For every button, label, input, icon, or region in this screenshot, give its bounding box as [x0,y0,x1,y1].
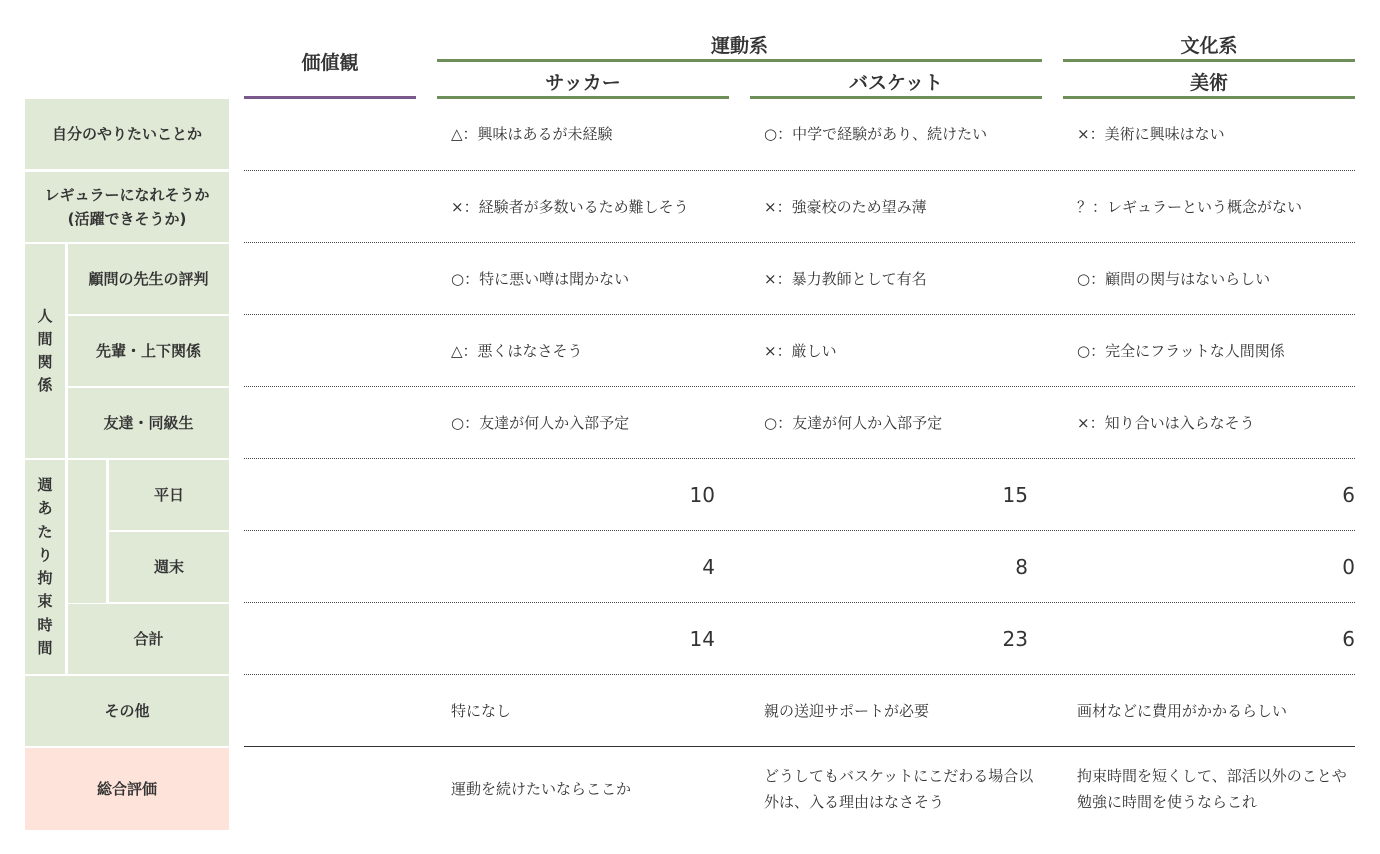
culture-group-header: 文化系 [1180,35,1238,57]
row-divider [244,602,1355,603]
row-divider [244,314,1355,315]
cell-regular-basketball: ×：強豪校のため望み薄 [764,197,927,216]
cell-regular-art: ？：レギュラーという概念がない [1077,197,1303,216]
label-week-char: 週 [37,476,53,494]
culture-group-rule [1063,59,1355,62]
label-overall: 総合評価 [25,748,229,830]
cell-advisor-art: ○：顧問の関与はないらしい [1077,269,1271,288]
row-divider-solid [244,746,1355,747]
row-divider [244,170,1355,171]
label-week-char: り [37,545,53,564]
sports-group-header: 運動系 [710,35,768,57]
label-relations-group [25,244,65,458]
label-regular [25,172,229,242]
label-relations-char: 人 [37,306,53,325]
cell-total-soccer: 14 [689,626,715,651]
values-header-rule [244,96,416,99]
cell-weekday-basketball: 15 [1002,482,1028,507]
values-header: 価値観 [301,52,359,74]
label-week-char: 時 [37,615,53,634]
row-divider [244,458,1355,459]
cell-advisor-basketball: ×：暴力教師として有名 [764,269,927,288]
cell-weekend-basketball: 8 [1015,554,1028,579]
cell-total-basketball: 23 [1002,626,1028,651]
cell-advisor-soccer: ○：特に悪い噂は聞かない [451,269,630,288]
cell-overall-soccer: 運動を続けたいならここか [451,779,632,798]
row-divider [244,674,1355,675]
label-advisor: 顧問の先生の評判 [68,244,229,314]
label-other: その他 [25,676,229,746]
label-weekend: 週末 [109,532,229,602]
art-header: 美術 [1189,72,1228,94]
label-weekday: 平日 [109,460,229,530]
cell-weekday-art: 6 [1342,482,1355,507]
cell-seniors-soccer: △：悪くはなさそう [451,341,583,360]
label-regular-line2: (活躍できそうか) [67,210,187,228]
cell-other-soccer: 特になし [451,701,512,720]
cell-want-art: ×：美術に興味はない [1077,124,1225,143]
cell-weekend-soccer: 4 [702,554,715,579]
cell-friends-soccer: ○：友達が何人か入部予定 [451,413,630,432]
label-relations-char: 関 [37,353,53,371]
row-divider [244,242,1355,243]
cell-total-art: 6 [1342,626,1355,651]
label-week-char: 束 [37,592,53,611]
cell-regular-soccer: ×：経験者が多数いるため難しそう [451,197,689,216]
row-divider [244,386,1355,387]
label-regular-line1: レギュラーになれそうか [44,186,210,204]
label-week-char: 間 [37,638,53,657]
cell-want-basketball: ○：中学で経験があり、続けたい [764,124,988,143]
cell-other-art: 画材などに費用がかかるらしい [1077,701,1288,720]
cell-overall-art: 拘束時間を短くして、部活以外のことや勉強に時間を使うならこれ [1077,766,1347,811]
cell-overall-basketball: どうしてもバスケットにこだわる場合以外は、入る理由はなさそう [764,766,1034,811]
cell-friends-art: ×：知り合いは入らなそう [1077,413,1255,432]
label-week-char: た [37,522,53,541]
label-friends: 友達・同級生 [68,388,229,458]
label-total: 合計 [68,604,229,674]
label-weekly-hours-group [25,460,65,674]
label-relations-char: 係 [37,376,53,395]
label-week-char: あ [37,499,53,518]
label-subgroup-spacer [68,460,106,603]
cell-other-basketball: 親の送迎サポートが必要 [764,701,930,720]
cell-seniors-art: ○：完全にフラットな人間関係 [1077,341,1285,360]
soccer-header: サッカー [545,72,621,94]
row-divider [244,530,1355,531]
label-relations-char: 間 [37,329,53,348]
label-want: 自分のやりたいことか [25,99,229,169]
sports-group-rule [437,59,1042,62]
cell-weekday-soccer: 10 [689,482,715,507]
cell-friends-basketball: ○：友達が何人か入部予定 [764,413,943,432]
label-week-char: 拘 [37,569,53,587]
cell-seniors-basketball: ×：厳しい [764,341,837,360]
cell-want-soccer: △：興味はあるが未経験 [451,124,613,143]
basketball-header: バスケット [848,72,944,94]
label-seniors: 先輩・上下関係 [68,316,229,386]
cell-weekend-art: 0 [1342,554,1355,579]
